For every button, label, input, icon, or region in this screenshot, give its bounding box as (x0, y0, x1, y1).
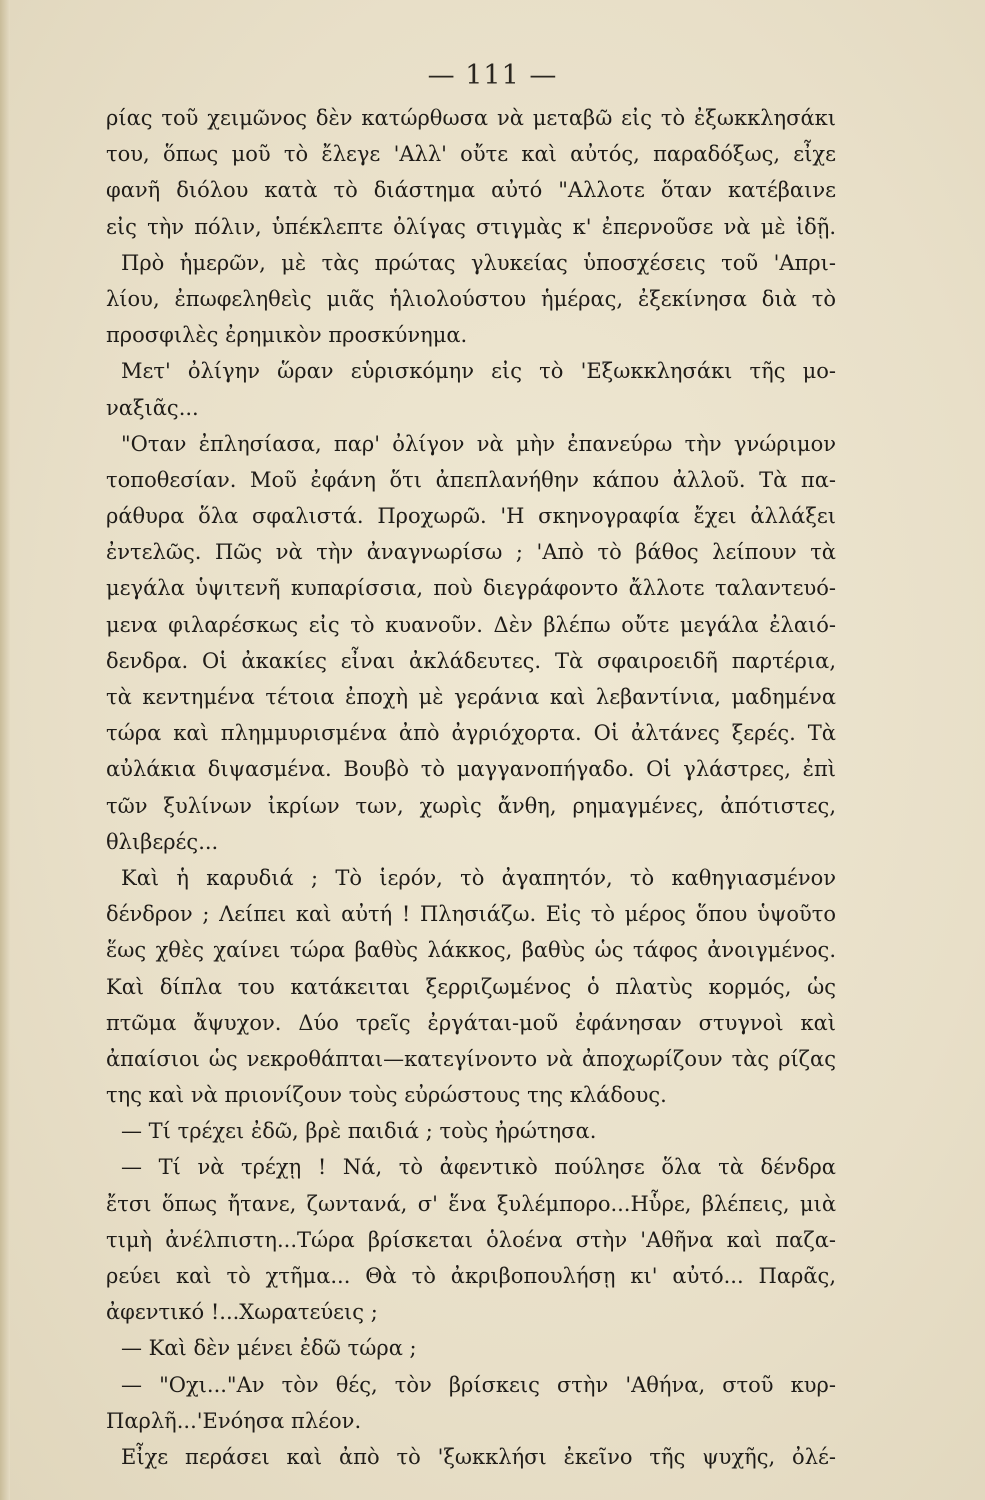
text-line: — "Οχι..."Αν τὸν θές, τὸν βρίσκεις στὴν 'Αθήνα, στοῦ κυρ- (121, 1372, 836, 1397)
text-line: αὐλάκια διψασμένα. Βουβὸ τὸ μαγγανοπήγαδο. Οἱ γλάστρες, ἐπὶ (106, 757, 836, 782)
text-line: — Τί νὰ τρέχῃ ! Νά, τὸ ἀφεντικὸ πούλησε ὅλα τὰ δένδρα (121, 1155, 836, 1180)
text-line: προσφιλὲς ἐρημικὸν προσκύνημα. (106, 323, 468, 348)
text-line: — Τί τρέχει ἐδῶ, βρὲ παιδιά ; τοὺς ἠρώτησα. (121, 1119, 597, 1144)
text-line: τιμὴ ἀνέλπιστη...Τώρα βρίσκεται ὁλοένα στὴν 'Αθῆνα καὶ παζα- (106, 1227, 836, 1252)
text-line: μενα φιλαρέσκως εἰς τὸ κυανοῦν. Δὲν βλέπω οὔτε μεγάλα ἐλαιό- (106, 612, 836, 637)
text-line: της καὶ νὰ πριονίζουν τοὺς εὐρώστους της κλάδους. (106, 1083, 667, 1108)
text-line: ρεύει καὶ τὸ χτῆμα... Θὰ τὸ ἀκριβοπουλήσῃ κι' αὐτό... Παρᾶς, (106, 1264, 836, 1288)
text-line: δενδρα. Οἱ ἀκακίες εἶναι ἀκλάδευτες. Τὰ σφαιροειδῆ παρτέρια, (106, 648, 836, 673)
body-text (106, 100, 836, 1475)
text-line: δένδρον ; Λείπει καὶ αὐτή ! Πλησιάζω. Εἰς τὸ μέρος ὅπου ὑψοῦτο (106, 902, 836, 927)
text-line: τὰ κεντημένα τέτοια ἐποχὴ μὲ γεράνια καὶ λεβαντίνια, μαδημένα (106, 685, 836, 709)
text-line: εἰς τὴν πόλιν, ὑπέκλεπτε ὀλίγας στιγμὰς κ' ἐπερνοῦσε νὰ μὲ ἰδῇ. (106, 214, 836, 239)
text-line: τώρα καὶ πλημμυρισμένα ἀπὸ ἀγριόχορτα. Οἱ ἀλτάνες ξερές. Τὰ (106, 721, 836, 746)
text-line: Μετ' ὀλίγην ὥραν εὑρισκόμην εἰς τὸ 'Εξωκκλησάκι τῆς μο- (121, 359, 836, 384)
text-line: Πρὸ ἡμερῶν, μὲ τὰς πρώτας γλυκείας ὑποσχέσεις τοῦ 'Απρι- (121, 250, 836, 275)
text-line: πτῶμα ἄψυχον. Δύο τρεῖς ἐργάται-μοῦ ἐφάνησαν στυγνοὶ καὶ (106, 1010, 836, 1035)
text-line: Παρλῆ...'Ενόησα πλέον. (106, 1408, 362, 1433)
text-line: — Καὶ δὲν μένει ἐδῶ τώρα ; (121, 1336, 417, 1361)
text-line: ράθυρα ὅλα σφαλιστά. Προχωρῶ. 'Η σκηνογραφία ἔχει ἀλλάξει (106, 504, 836, 529)
text-line: "Οταν ἐπλησίασα, παρ' ὀλίγον νὰ μὴν ἐπανεύρω τὴν γνώριμον (121, 431, 836, 456)
text-line: τοποθεσίαν. Μοῦ ἐφάνη ὅτι ἀπεπλανήθην κάπου ἀλλοῦ. Τὰ πα- (106, 467, 836, 492)
text-line: φανῆ διόλου κατὰ τὸ διάστημα αὐτό "Αλλοτε ὅταν κατέβαινε (106, 178, 836, 203)
text-line: ἀφεντικό !...Χωρατεύεις ; (106, 1300, 378, 1325)
text-line: ἐντελῶς. Πῶς νὰ τὴν ἀναγνωρίσω ; 'Απὸ τὸ βάθος λείπουν τὰ (106, 540, 836, 565)
text-line: τῶν ξυλίνων ἰκρίων των, χωρὶς ἄνθη, ρημαγμένες, ἀπότιστες, (106, 793, 836, 818)
text-line: ναξιᾶς... (106, 395, 199, 420)
text-line: του, ὅπως μοῦ τὸ ἔλεγε 'Αλλ' οὔτε καὶ αὐτός, παραδόξως, εἶχε (106, 142, 836, 167)
text-line: μεγάλα ὑψιτενῆ κυπαρίσσια, ποὺ διεγράφοντο ἄλλοτε ταλαντευό- (106, 576, 836, 601)
text-line: λίου, ἐπωφεληθεὶς μιᾶς ἡλιολούστου ἡμέρας, ἐξεκίνησα διὰ τὸ (106, 286, 836, 311)
text-line: θλιβερές... (106, 829, 219, 854)
text-line: Καὶ ἡ καρυδιά ; Τὸ ἱερόν, τὸ ἀγαπητόν, τὸ καθηγιασμένον (121, 865, 836, 890)
page-number: — 111 — (427, 60, 558, 91)
text-line: ρίας τοῦ χειμῶνος δὲν κατώρθωσα νὰ μεταβῶ εἰς τὸ ἐξωκκλησάκι (106, 106, 836, 130)
text-line: Εἶχε περάσει καὶ ἀπὸ τὸ 'ξωκκλήσι ἐκεῖνο τῆς ψυχῆς, ὀλέ- (121, 1444, 836, 1469)
text-line: ἔτσι ὅπως ἤτανε, ζωντανά, σ' ἕνα ξυλέμπορο...Ηὗρε, βλέπεις, μιὰ (106, 1191, 836, 1216)
text-line: Καὶ δίπλα του κατάκειται ξερριζωμένος ὁ πλατὺς κορμός, ὡς (106, 974, 836, 999)
text-line: ἕως χθὲς χαίνει τώρα βαθὺς λάκκος, βαθὺς ὡς τάφος ἀνοιγμένος. (106, 938, 836, 963)
binding-edge (0, 0, 10, 1500)
text-line: ἀπαίσιοι ὡς νεκροθάπται—κατεγίνοντο νὰ ἀποχωρίζουν τὰς ρίζας (106, 1046, 836, 1071)
